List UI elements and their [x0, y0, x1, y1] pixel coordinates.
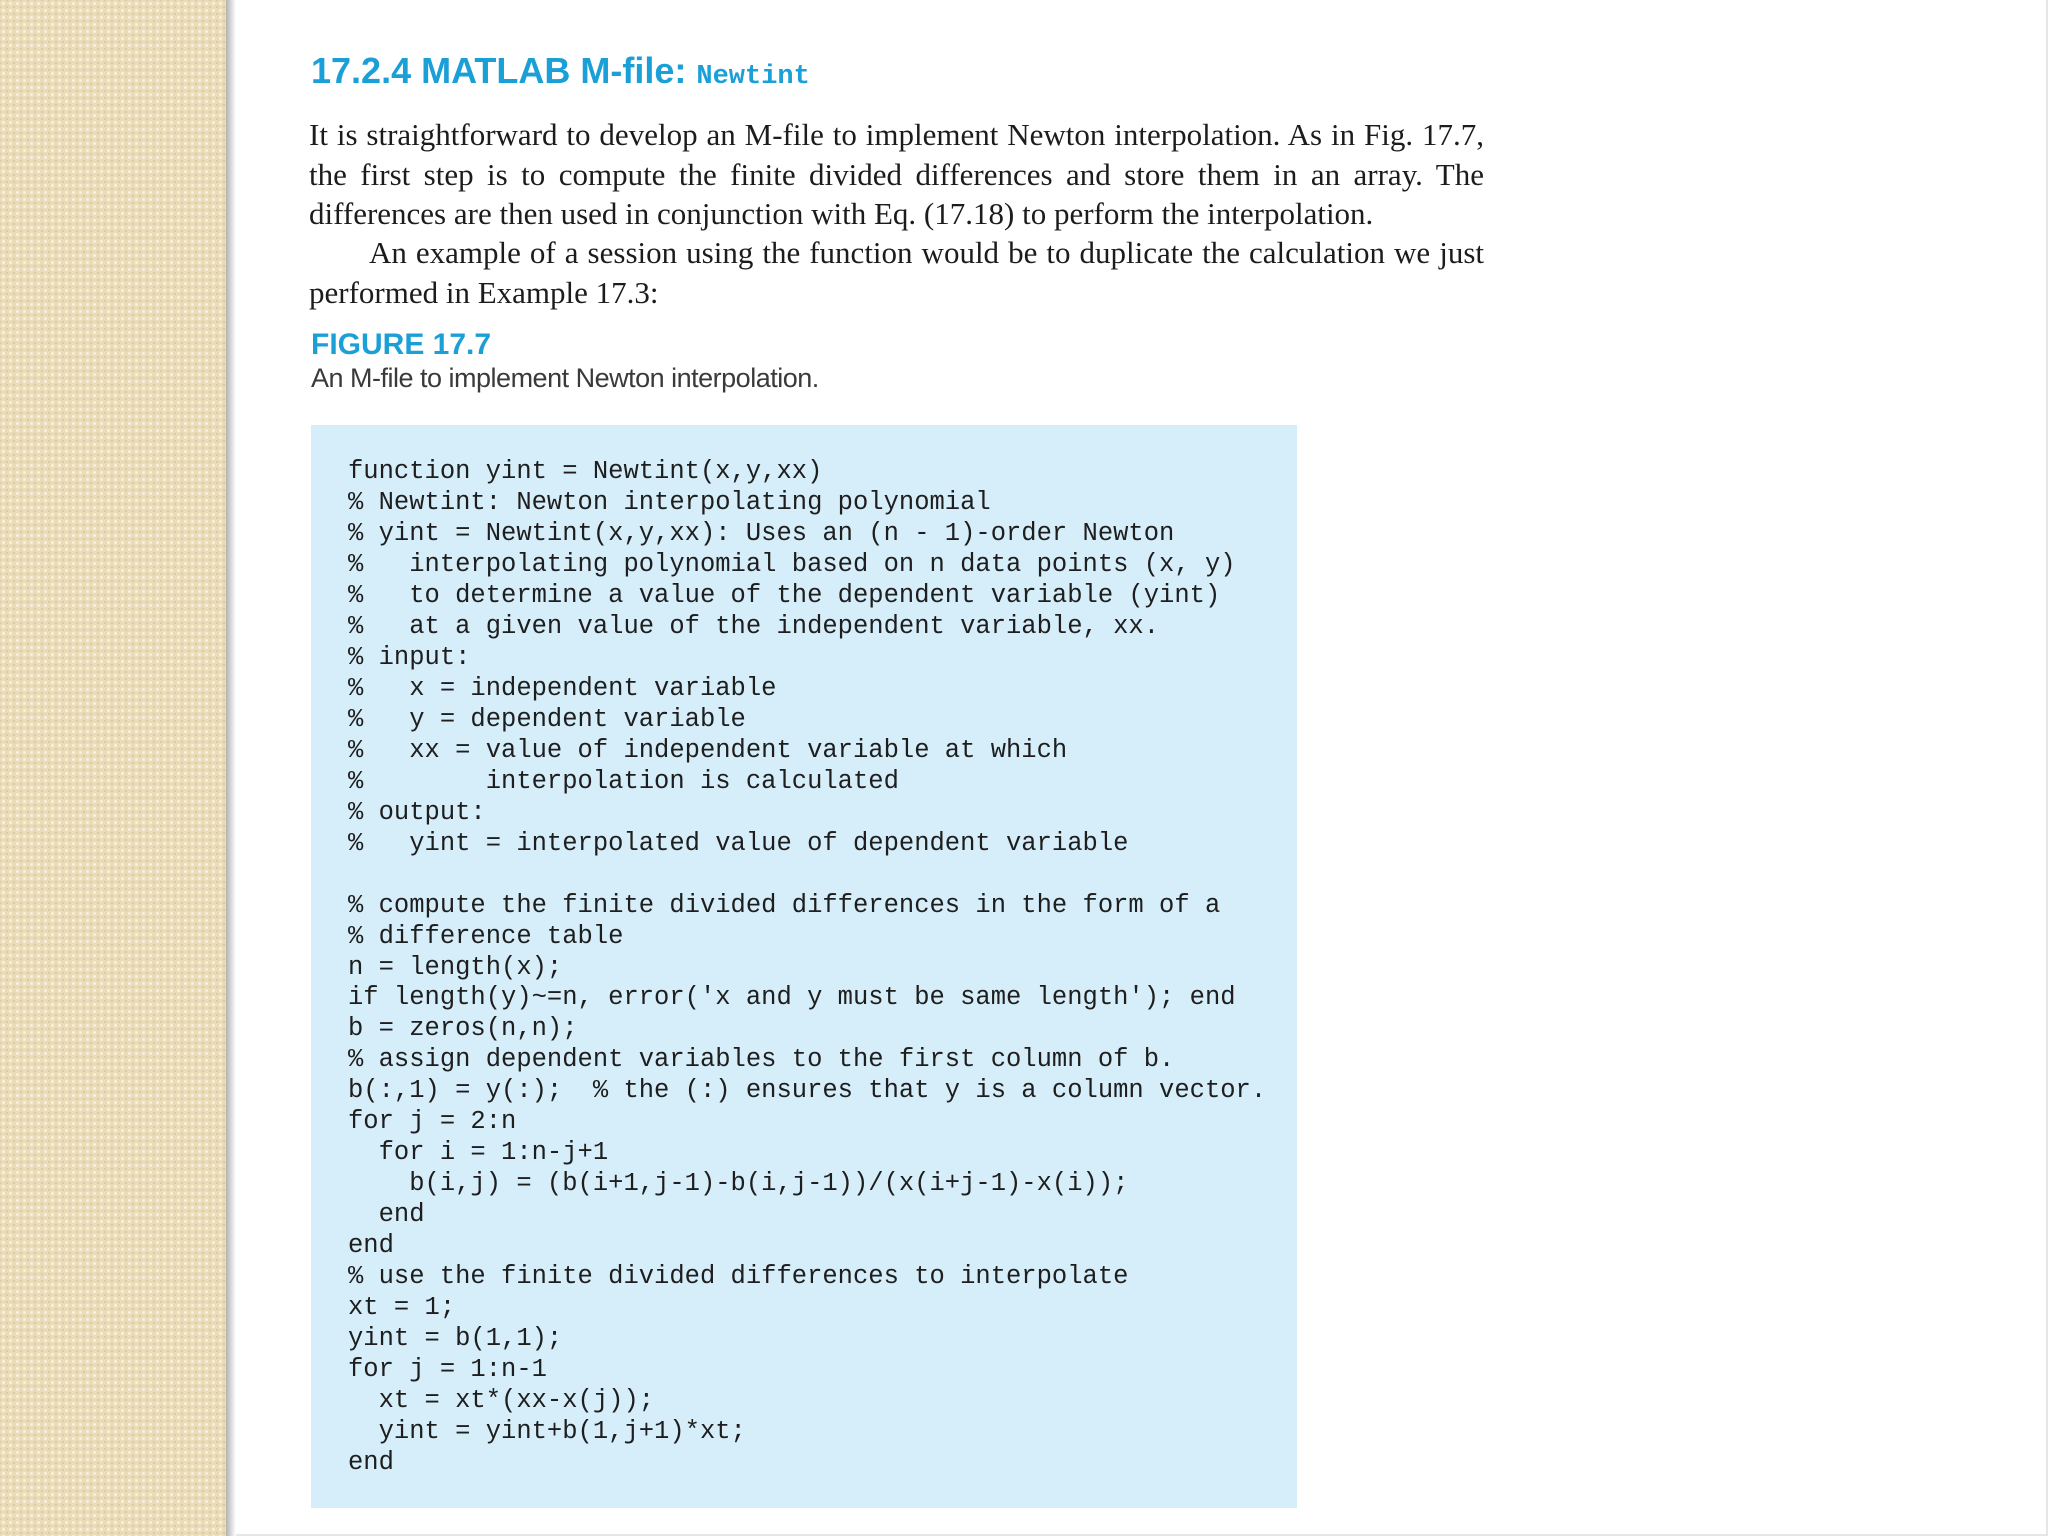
section-number: 17.2.4	[311, 50, 412, 91]
code-line: % difference table	[348, 921, 624, 951]
code-line: % to determine a value of the dependent variable (yint)	[348, 580, 1221, 610]
code-line: % assign dependent variables to the first column of b.	[348, 1045, 1175, 1075]
code-line: xt = xt*(xx-x(j));	[348, 1386, 655, 1416]
code-line: yint = b(1,1);	[348, 1324, 563, 1354]
code-line	[348, 860, 1266, 891]
section-function-name: Newtint	[696, 62, 810, 92]
code-line: % compute the finite divided differences in the form of a	[348, 890, 1221, 920]
section-heading	[311, 50, 810, 92]
code-line: end	[348, 1200, 425, 1230]
code-line: % y = dependent variable	[348, 704, 746, 734]
code-line: end	[348, 1231, 394, 1261]
figure-label: FIGURE 17.7	[311, 328, 492, 361]
code-line: b(:,1) = y(:); % the (:) ensures that y is a column vector.	[348, 1076, 1267, 1106]
paragraph-intro: It is straightforward to develop an M-file to implement Newton interpolation. As in Fig. 17.7, the first step is to compute the finite divided differences and store them in an array. The differences are then used in conjunction with Eq. (17.18) to perform the interpolation.	[309, 117, 1484, 231]
code-line: % interpolating polynomial based on n data points (x, y)	[348, 549, 1236, 579]
code-line: % at a given value of the independent variable, xx.	[348, 611, 1160, 641]
code-line: b = zeros(n,n);	[348, 1014, 578, 1044]
code-line: % x = independent variable	[348, 673, 777, 703]
code-line: function yint = Newtint(x,y,xx)	[348, 457, 823, 486]
code-line: % xx = value of independent variable at which	[348, 735, 1068, 765]
code-line: % use the finite divided differences to interpolate	[348, 1262, 1129, 1292]
code-listing	[348, 457, 1266, 1479]
code-line: n = length(x);	[348, 952, 563, 982]
code-line: for j = 1:n-1	[348, 1355, 547, 1385]
code-line: % yint = interpolated value of dependent variable	[348, 828, 1129, 858]
code-line: if length(y)~=n, error('x and y must be same length'); end	[348, 983, 1236, 1013]
code-line: % input:	[348, 642, 471, 672]
code-line: % output:	[348, 797, 486, 827]
code-line: for j = 2:n	[348, 1107, 517, 1137]
side-panel-shadow	[226, 0, 236, 1536]
figure-caption: An M-file to implement Newton interpolation.	[311, 363, 819, 393]
code-line: % Newtint: Newton interpolating polynomial	[348, 487, 991, 517]
code-line: % interpolation is calculated	[348, 766, 899, 796]
code-line: xt = 1;	[348, 1293, 456, 1323]
code-line: yint = yint+b(1,j+1)*xt;	[348, 1417, 746, 1447]
paragraph-example: An example of a session using the function would be to duplicate the calculation we just performed in Example 17.3:	[309, 235, 1484, 310]
section-title: MATLAB M-file:	[421, 50, 687, 91]
code-line: % yint = Newtint(x,y,xx): Uses an (n - 1)-order Newton	[348, 518, 1175, 548]
decorative-side-panel	[0, 0, 226, 1536]
code-line: for i = 1:n-j+1	[348, 1138, 609, 1168]
code-line: b(i,j) = (b(i+1,j-1)-b(i,j-1))/(x(i+j-1)-x(i));	[348, 1169, 1129, 1199]
code-line: end	[348, 1448, 394, 1477]
